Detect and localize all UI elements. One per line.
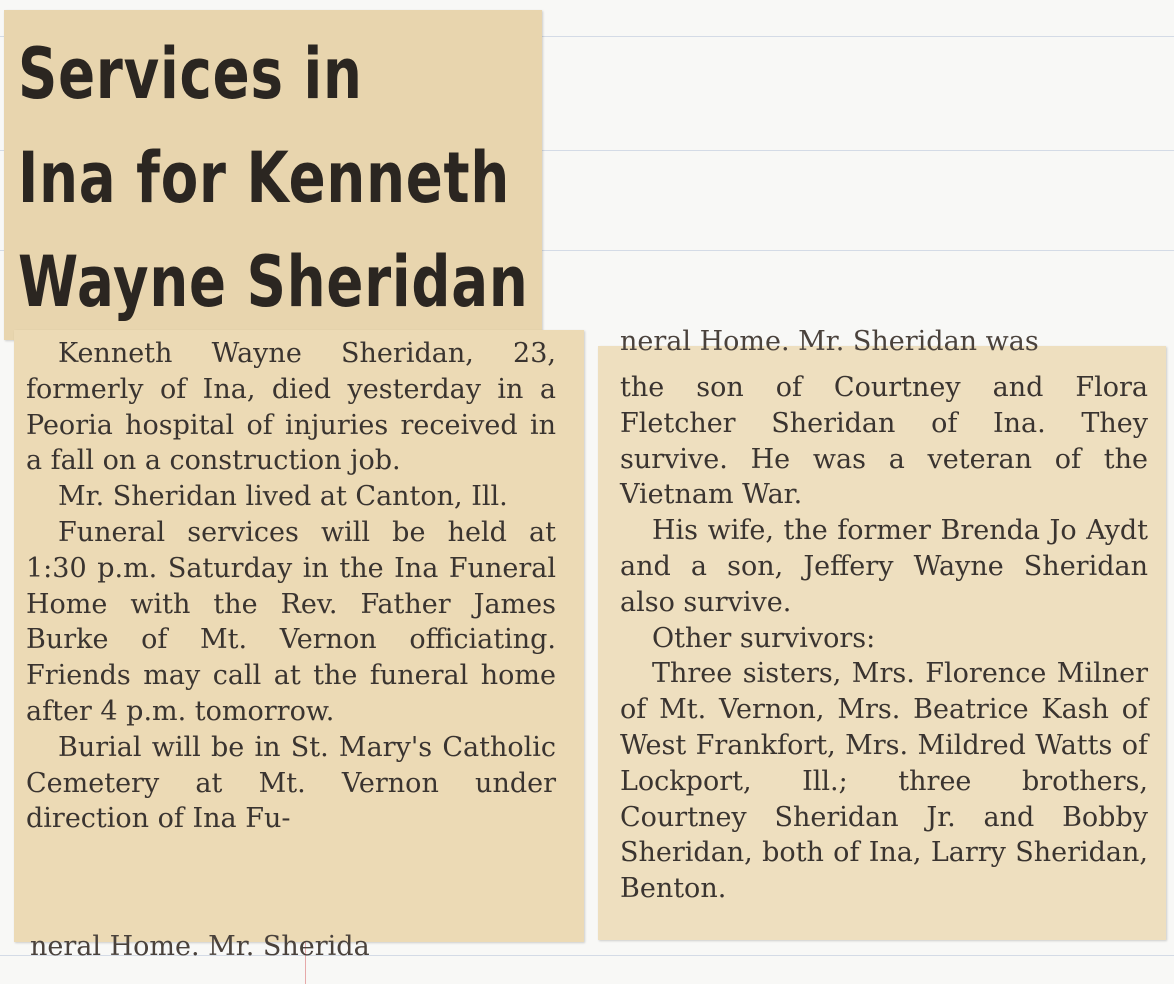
paragraph: Three sisters, Mrs. Florence Milner of Mt. Vernon, Mrs. Beatrice Kash of West Frankfort, Mrs. Mildred Watts of Lockport, Ill.; three brothers, Courtney Sheridan Jr. and Bobby Sheridan, both of Ina, Larry Sheridan, Benton.: [620, 658, 1148, 905]
left-column: [26, 336, 556, 837]
headline-line: Wayne Sheridan: [18, 241, 529, 323]
cut-off-text: neral Home. Mr. Sherida: [30, 931, 370, 962]
headline-line: Ina for Kenneth: [18, 137, 511, 219]
headline: [18, 22, 529, 334]
paragraph: the son of Courtney and Flora Fletcher Sheridan of Ina. They survive. He was a veteran of the Vietnam War.: [620, 372, 1148, 511]
paragraph: Burial will be in St. Mary's Catholic Cemetery at Mt. Vernon under direction of Ina Fu-: [26, 731, 556, 835]
left-cut-off-line: [30, 931, 560, 962]
paragraph: His wife, the former Brenda Jo Aydt and a son, Jeffery Wayne Sheridan also survive.: [620, 515, 1148, 618]
cut-off-text: neral Home. Mr. Sheridan was: [620, 326, 1039, 357]
paragraph: Mr. Sheridan lived at Canton, Ill.: [58, 481, 508, 513]
headline-line: Services in: [18, 33, 363, 115]
paragraph: Funeral services will be held at 1:30 p.m. Saturday in the Ina Funeral Home with the Rev. Father James Burke of Mt. Vernon officiating. Friends may call at the funeral home after 4 p.m. tomorrow.: [26, 516, 556, 727]
paragraph: Kenneth Wayne Sheridan, 23, formerly of Ina, died yesterday in a Peoria hospital of injuries received in a fall on a construction job.: [26, 338, 556, 477]
right-cut-off-line: [620, 326, 1148, 361]
paragraph: Other survivors:: [652, 622, 876, 654]
right-column: [620, 370, 1148, 907]
